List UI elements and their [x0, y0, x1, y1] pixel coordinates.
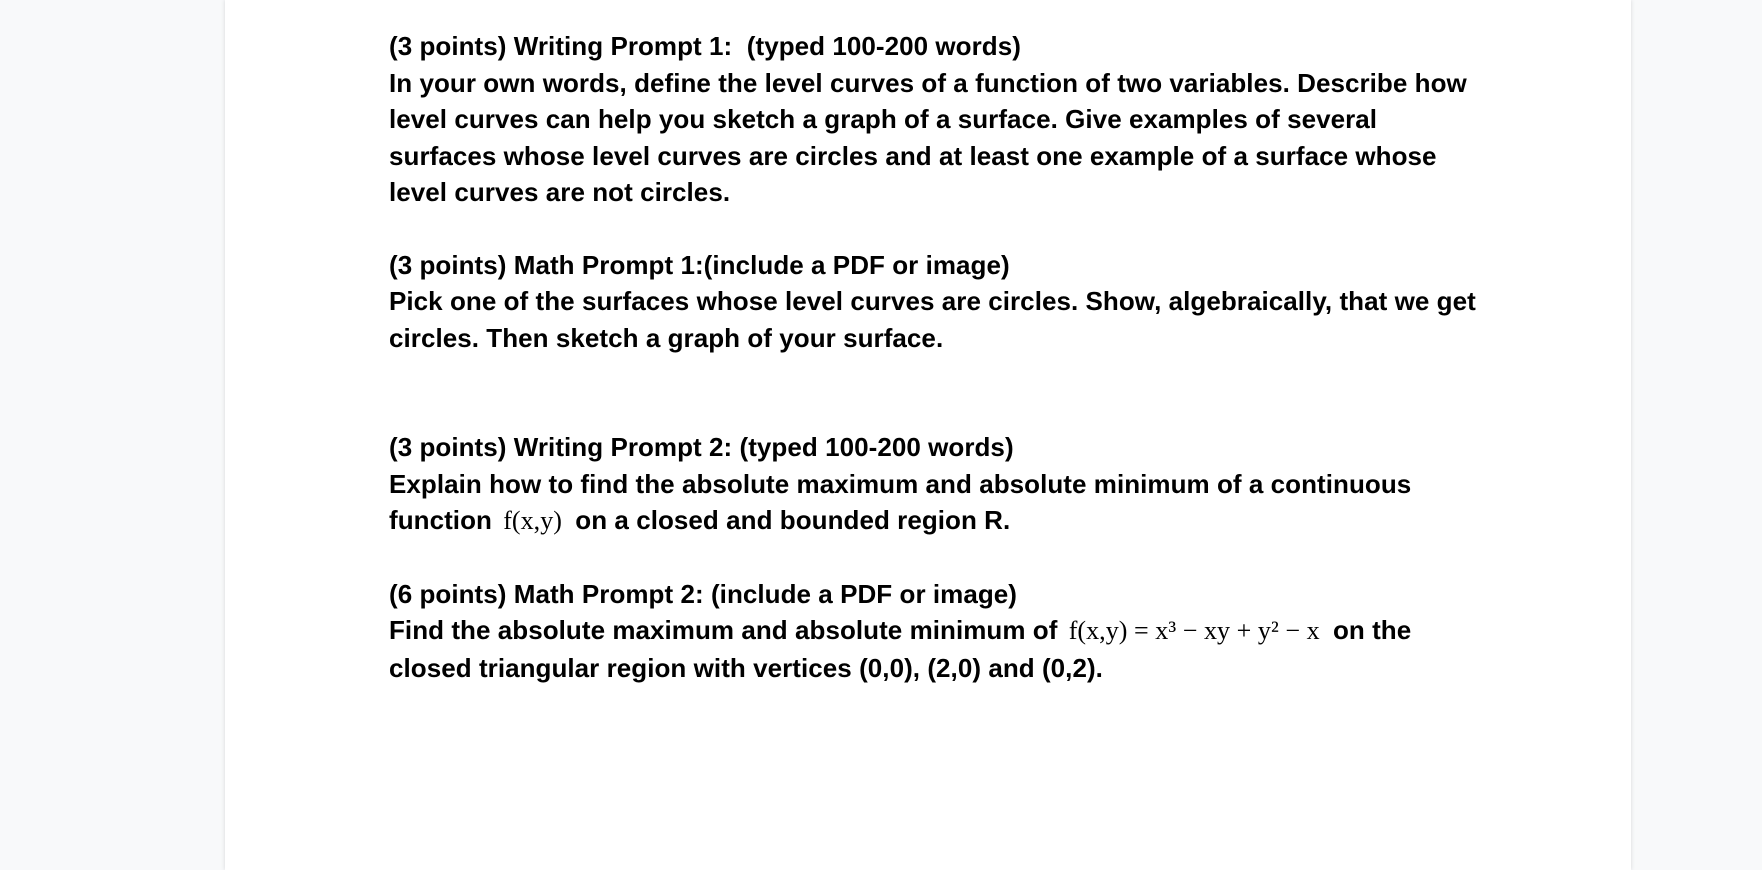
writing-prompt-1-heading: (3 points) Writing Prompt 1: (typed 100-200 words) [389, 31, 1021, 61]
writing-prompt-1-body: In your own words, define the level curves of a function of two variables. Describe how level curves can help you sketch a graph of a surface. Give examples of several surfaces whose level curves are circles and at least one example of a surface whose level curves are not circles. [389, 67, 1467, 207]
math-expression-f-of-xy: f(x,y) [503, 506, 562, 535]
writing-prompt-2 [389, 429, 1479, 540]
writing-prompt-2-body [389, 466, 1479, 540]
math-prompt-2-body-text-end: on the closed triangular region with vertices (0,0), (2,0) and (0,2). [389, 615, 1412, 683]
document-page [225, 0, 1631, 870]
spacer [389, 540, 1479, 576]
spacer [389, 356, 1479, 429]
math-prompt-1-heading: (3 points) Math Prompt 1:(include a PDF or image) [389, 249, 1010, 280]
document-content [389, 28, 1479, 686]
math-prompt-2-body [389, 612, 1479, 686]
math-expression-function: f(x,y) = x³ − xy + y² − x [1068, 616, 1320, 645]
writing-prompt-2-body-text-end: on a closed and bounded region R. [575, 505, 1011, 535]
writing-prompt-1 [389, 28, 1479, 211]
math-prompt-1 [389, 247, 1479, 357]
math-prompt-2-heading: (6 points) Math Prompt 2: (include a PDF or image) [389, 578, 1017, 609]
math-prompt-2 [389, 576, 1479, 687]
spacer [389, 211, 1479, 247]
writing-prompt-2-heading: (3 points) Writing Prompt 2: (typed 100-200 words) [389, 432, 1014, 462]
writing-prompt-2-body-text: Explain how to find the absolute maximum and absolute minimum of a continuous function [389, 468, 1412, 535]
math-prompt-1-body: Pick one of the surfaces whose level curves are circles. Show, algebraically, that we get circles. Then sketch a graph of your surface. [389, 286, 1476, 353]
math-prompt-2-body-text: Find the absolute maximum and absolute minimum of [389, 615, 1058, 645]
